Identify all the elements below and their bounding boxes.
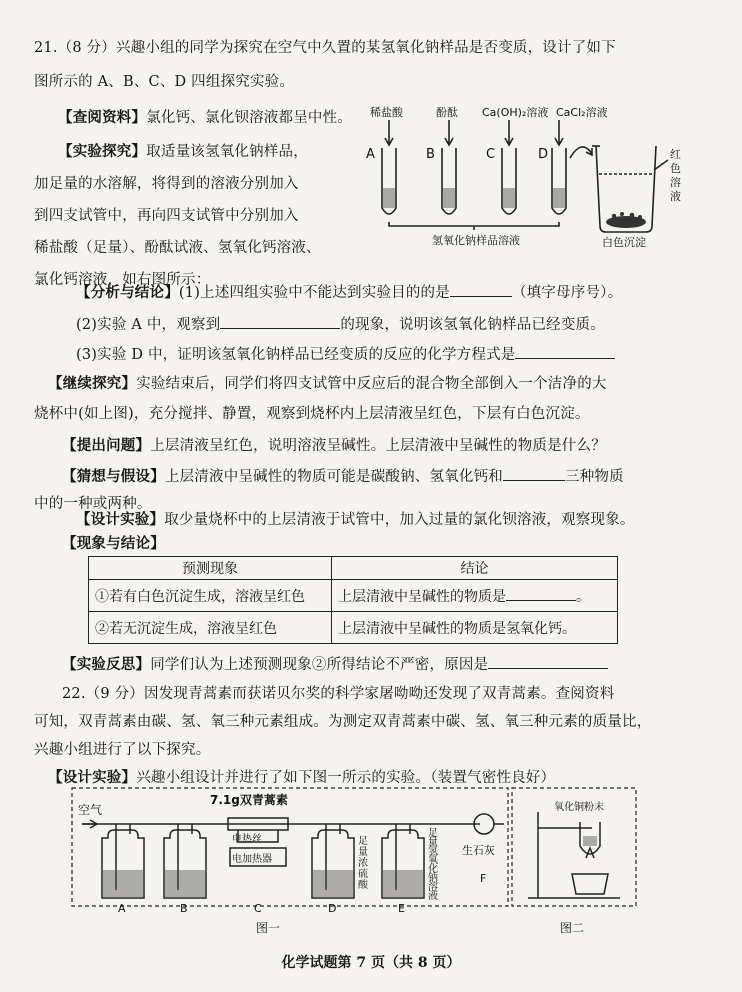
apparatus-letter-f: F [480, 872, 487, 885]
table-cell-phenomenon-1: ①若有白色沉淀生成，溶液呈红色 [89, 580, 332, 612]
q22-intro-line3: 兴趣小组进行了以下探究。 [34, 742, 211, 758]
analysis-2b: 的现象，说明该氢氧化钠样品已经变质。 [340, 317, 605, 333]
q22-design-label: 【设计实验】 [48, 769, 137, 786]
answer-blank-5[interactable] [506, 586, 576, 601]
table-cell-conclusion-2: 上层清液中呈碱性的物质是氢氧化钙。 [332, 612, 618, 644]
analysis-1a: (1)上述四组实验中不能达到实验目的的是 [178, 285, 450, 301]
naoh-char-3: 氢 [428, 846, 438, 857]
red-solution-char-2: 色 [670, 162, 681, 175]
hypothesis-label: 【猜想与假设】 [62, 468, 165, 485]
reflection-text: 同学们认为上述预测现象②所得结论不严密，原因是 [150, 657, 489, 673]
answer-blank-3[interactable] [515, 344, 615, 359]
naoh-char-8: 液 [428, 891, 438, 902]
explore-label: 【实验探究】 [58, 143, 147, 160]
apparatus-letter-a: A [118, 902, 126, 915]
answer-blank-1[interactable] [450, 282, 512, 297]
q21-question [62, 436, 742, 456]
apparatus-letter-e: E [398, 902, 405, 915]
air-label: 空气 [78, 803, 103, 817]
table-cell-phenomenon-2: ②若无沉淀生成，溶液呈红色 [89, 612, 332, 644]
conclusion-1-text: 上层清液中呈碱性的物质是 [338, 588, 506, 605]
acid-char-5: 酸 [358, 880, 368, 891]
table-row [89, 580, 618, 612]
continue-text-1: 实验结束后，同学们将四支试管中反应后的混合物全部倒入一个洁净的大 [136, 376, 607, 392]
answer-blank-2[interactable] [220, 314, 340, 329]
tube-letter-c: C [486, 147, 496, 162]
q22-intro-line2: 可知，双青蒿素由碳、氢、氧三种元素组成。为测定双青蒿素中碳、氢、氧三种元素的质量比， [34, 714, 652, 730]
heating-wire-label: 电热丝 [232, 834, 262, 845]
figure-1-caption: 图一 [256, 921, 281, 935]
table-cell-conclusion-1: 上层清液中呈碱性的物质是 。 [332, 580, 618, 612]
acid-char-1: 足 [358, 836, 368, 847]
analysis-2a: (2)实验 A 中，观察到 [76, 317, 221, 333]
naoh-char-6: 钠 [428, 873, 438, 884]
prediction-table [88, 556, 618, 644]
q21-explore-1 [58, 142, 378, 162]
table-header-conclusion: 结论 [332, 557, 618, 580]
reagent-label-c: Ca(OH)₂溶液 [482, 106, 549, 119]
q21-explore-3: 到四支试管中，再向四支试管中分别加入 [34, 208, 299, 224]
q21-hypothesis-1 [62, 466, 742, 487]
q21-continue-2: 烧杯中(如上图)，充分搅拌、静置，观察到烧杯内上层清液呈红色，下层有白色沉淀。 [34, 406, 590, 422]
table-header-phenomenon: 预测现象 [89, 557, 332, 580]
apparatus-letter-c: C [254, 902, 262, 915]
lime-label: 生石灰 [462, 844, 495, 857]
red-solution-char-4: 液 [670, 190, 681, 203]
tube-letter-b: B [426, 147, 435, 162]
continue-label: 【继续探究】 [48, 375, 137, 392]
q21-test-tube-figure [356, 98, 696, 248]
reflection-label: 【实验反思】 [62, 656, 151, 673]
page-footer: 化学试题第 7 页（共 8 页） [281, 955, 461, 971]
reagent-label-b: 酚酞 [436, 106, 458, 119]
q21-explore-4: 稀盐酸（足量）、酚酞试液、氢氧化钙溶液、 [34, 240, 321, 256]
answer-blank-6[interactable] [488, 654, 608, 669]
figure-2-caption: 图二 [560, 921, 585, 935]
analysis-3: (3)实验 D 中，证明该氢氧化钠样品已经变质的反应的化学方程式是 [76, 347, 516, 363]
analysis-label: 【分析与结论】 [76, 284, 179, 301]
tube-letter-a: A [366, 147, 375, 162]
hypothesis-1a: 上层清液中呈碱性的物质可能是碳酸钠、氢氧化钙和 [164, 469, 504, 485]
apparatus-letter-d: D [328, 902, 337, 915]
q21-info [58, 108, 378, 128]
q22-apparatus-figure [60, 782, 650, 942]
analysis-1b: （填字母序号）。 [511, 285, 623, 301]
red-solution-char-1: 红 [670, 148, 681, 161]
table-row [89, 612, 618, 644]
q21-reflection [62, 654, 742, 675]
info-label: 【查阅资料】 [58, 109, 147, 126]
acid-char-3: 浓 [358, 858, 368, 869]
info-text: 氯化钙、氯化钡溶液都呈中性。 [146, 110, 353, 126]
precipitate-label: 白色沉淀 [602, 236, 646, 248]
naoh-char-7: 溶 [428, 882, 438, 893]
q21-result-label [62, 534, 742, 554]
reagent-label-d: CaCl₂溶液 [556, 106, 608, 119]
result-label: 【现象与结论】 [62, 535, 165, 552]
alcohol-lamp [572, 874, 608, 894]
q21-continue-1 [48, 374, 728, 394]
naoh-char-5: 化 [428, 864, 438, 875]
sample-mass-label: 7.1g双青蒿素 [210, 793, 288, 807]
q21-explore-5: 氯化钙溶液，如右图所示： [34, 272, 211, 288]
q22-design-text: 兴趣小组设计并进行了如下图一所示的实验。（装置气密性良好） [136, 770, 556, 786]
reagent-label-a: 稀盐酸 [370, 106, 403, 119]
q21-design [76, 510, 742, 530]
naoh-char-4: 氧 [428, 855, 438, 866]
sample-solution-label: 氢氧化钠样品溶液 [432, 234, 520, 247]
red-solution-char-3: 溶 [670, 176, 681, 189]
naoh-char-1: 足 [428, 828, 438, 839]
cuo-label: 氧化铜粉末 [554, 802, 604, 813]
tube-letter-d: D [538, 147, 549, 162]
acid-char-2: 量 [358, 847, 368, 858]
explore-text-1: 取适量该氢氧化钠样品， [146, 144, 308, 160]
answer-blank-4[interactable] [503, 466, 565, 481]
q21-analysis-1 [76, 282, 742, 303]
heater-label: 电加热器 [232, 854, 272, 865]
q22-intro-line1: 22.（9 分）因发现青蒿素而获诺贝尔奖的科学家屠呦呦还发现了双青蒿素。查阅资料 [62, 686, 615, 702]
q21-hypothesis-2: 中的一种或两种。 [34, 496, 152, 512]
hypothesis-1b: 三种物质 [565, 469, 624, 485]
question-label: 【提出问题】 [62, 437, 151, 454]
acid-char-4: 硫 [358, 869, 368, 880]
table-header-row [89, 557, 618, 580]
question-text: 上层清液呈红色，说明溶液呈碱性。上层清液中呈碱性的物质是什么？ [150, 438, 606, 454]
design-text: 取少量烧杯中的上层清液于试管中，加入过量的氯化钡溶液，观察现象。 [164, 512, 635, 528]
naoh-char-2: 量 [428, 837, 438, 848]
apparatus-letter-b: B [180, 902, 188, 915]
q21-explore-2: 加足量的水溶解，将得到的溶液分别加入 [34, 176, 299, 192]
q21-intro-line2: 图所示的 A、B、C、D 四组探究实验。 [34, 74, 295, 90]
design-label: 【设计实验】 [76, 511, 165, 528]
q21-intro-line1: 21.（8 分）兴趣小组的同学为探究在空气中久置的某氢氧化钠样品是否变质，设计了如下 [34, 40, 616, 56]
q21-analysis-2 [76, 314, 742, 335]
q21-analysis-3 [76, 344, 742, 365]
